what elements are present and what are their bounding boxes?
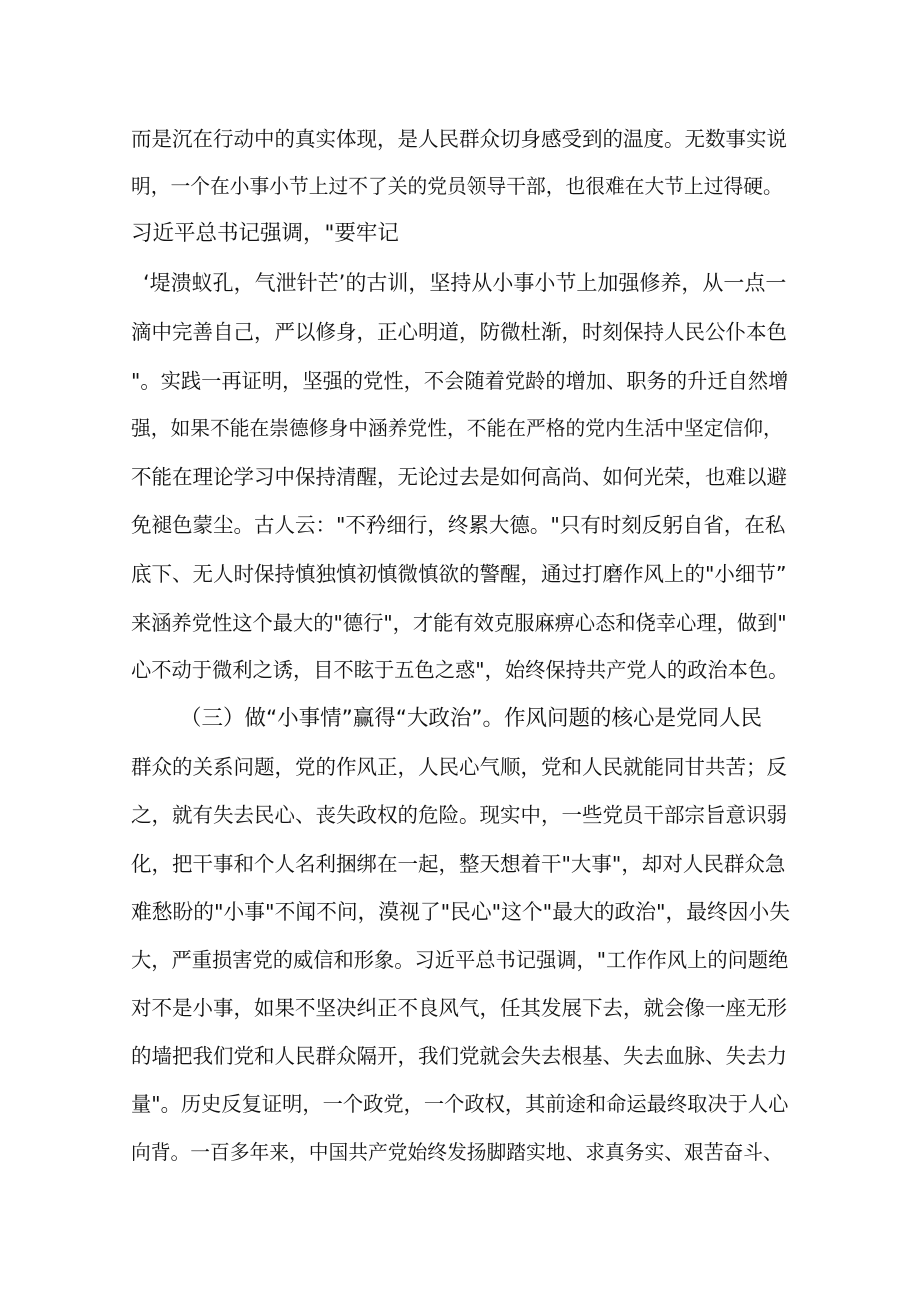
text-line: 而是沉在行动中的真实体现，是人民群众切身感受到的温度。无数事实说 — [131, 127, 787, 151]
text-line: 滴中完善自己，严以修身，正心明道，防微杜渐，时刻保持人民公仆本色 — [131, 320, 787, 344]
text-line: 心不动于微利之诱，目不眩于五色之惑"，始终保持共产党人的政治本色。 — [131, 658, 789, 682]
text-line: 来涵养党性这个最大的"德行"，才能有效克服麻痹心态和侥幸心理，做到" — [131, 611, 787, 635]
text-line: 之，就有失去民心、丧失政权的危险。现实中，一些党员干部宗旨意识弱 — [131, 803, 787, 827]
text-line: 不能在理论学习中保持清醒，无论过去是如何高尚、如何光荣，也难以避 — [131, 465, 787, 489]
paragraph-heading-line: （三）做“小事情”赢得“大政治”。作风问题的核心是党同人民 — [180, 706, 763, 731]
text-line: 量"。历史反复证明，一个政党，一个政权，其前途和命运最终取决于人心 — [131, 1092, 789, 1116]
text-line: 底下、无人时保持慎独慎初慎微慎欲的警醒，通过打磨作风上的"小细节” — [131, 562, 787, 586]
text-line: 强，如果不能在崇德修身中涵养党性，不能在严格的党内生活中坚定信仰， — [131, 417, 783, 440]
text-line: 大，严重损害党的威信和形象。习近平总书记强调，"工作作风上的问题绝 — [131, 948, 789, 972]
text-line: 免褪色蒙尘。古人云："不矜细行，终累大德。"只有时刻反躬自省，在私 — [131, 513, 786, 537]
text-line: 的墙把我们党和人民群众隔开，我们党就会失去根基、失去血脉、失去力 — [131, 1044, 787, 1068]
text-line: 对不是小事，如果不坚决纠正不良风气，任其发展下去，就会像一座无形 — [131, 996, 787, 1020]
text-line: "。实践一再证明，坚强的党性，不会随着党龄的增加、职务的升迁自然增 — [131, 369, 789, 393]
text-line: 难愁盼的"小事"不闻不问，漠视了"民心"这个"最大的政治"，最终因小失 — [131, 900, 791, 924]
text-line: 向背。一百多年来，中国共产党始终发扬脚踏实地、求真务实、艰苦奋斗、 — [131, 1141, 783, 1164]
text-line: 群众的关系问题，党的作风正，人民心气顺，党和人民就能同甘共苦；反 — [131, 755, 787, 779]
text-line: 明，一个在小事小节上过不了关的党员领导干部，也很难在大节上过得硬。 — [131, 175, 783, 198]
text-line: 化，把干事和个人名利捆绑在一起，整天想着干"大事"，却对人民群众急 — [131, 852, 786, 876]
text-line: 习近平总书记强调，"要牢记 — [131, 221, 399, 246]
text-line: ‘堤溃蚁孔，气泄针芒’的古训，坚持从小事小节上加强修养，从一点一 — [143, 271, 787, 295]
